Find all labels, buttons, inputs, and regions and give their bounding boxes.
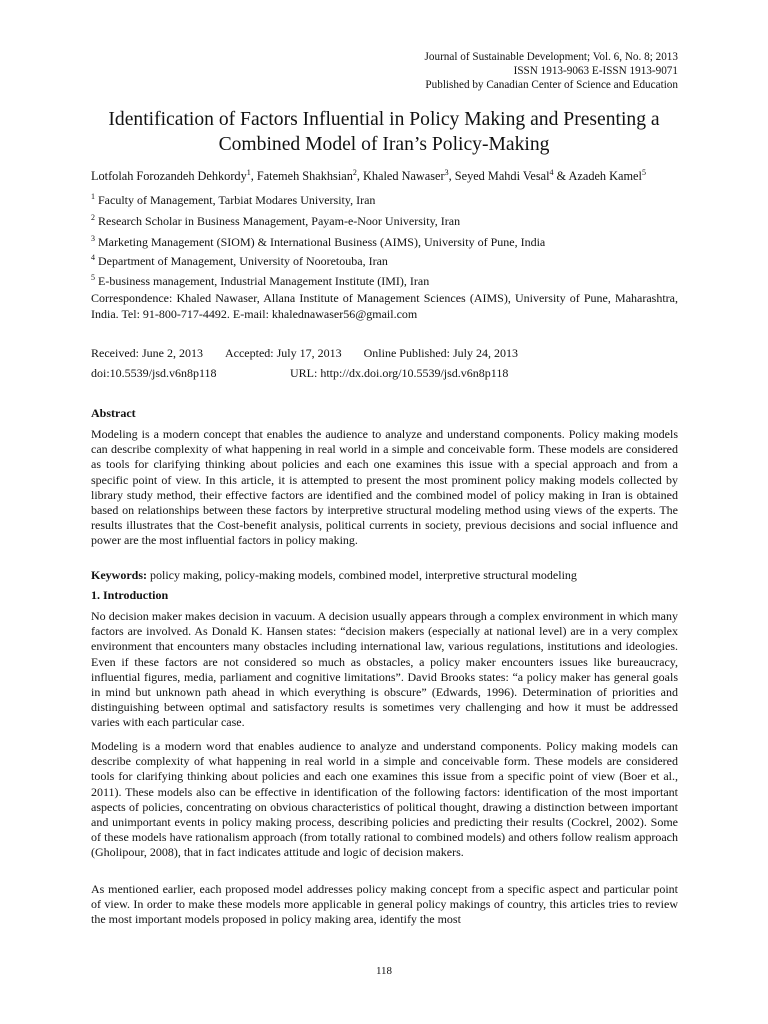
affiliation [91, 270, 678, 289]
author-name: Azadeh Kamel [568, 169, 642, 184]
author-name: Khaled Nawaser [363, 169, 445, 184]
introduction-heading: 1. Introduction [91, 588, 169, 602]
affiliation-number: 3 [91, 234, 95, 243]
journal-info: Journal of Sustainable Development; Vol. 6, No. 8; 2013 [424, 51, 678, 63]
keywords-label: Keywords: [91, 568, 147, 582]
abstract-heading: Abstract [91, 406, 136, 420]
abstract-text: Modeling is a modern concept that enables the audience to analyze and understand components. Policy making models can describe complexity of what happening in real world in a simple and conceivable form. These models are considered as tools for clarifying thinking about policies and each one examines this issue with a special approach and from a specific point of view. In this article, it is attempted to present the most prominent policy making models collected by library study method, their effective factors are identified and the combined model of policy making in Iran is obtained based on relationships between these factors by interpretive structural modeling method using views of the experts. The results illustrates that the Cost-benefit analysis, political currents in society, previous decisions and social influence and power are the most influential factors in policy making. [91, 427, 678, 548]
page-number: 118 [375, 965, 393, 977]
received-date: Received: June 2, 2013 [91, 346, 203, 360]
affiliation [91, 231, 678, 250]
correspondence: Correspondence: Khaled Nawaser, Allana Institute of Management Sciences (AIMS), University of Pune, Maharashtra, India. Tel: 91-800-717-4492. E-mail: khalednawaser56@gmail.com [91, 291, 678, 321]
author-affiliation-mark: 1 [246, 168, 251, 177]
doi: doi:10.5539/jsd.v6n8p118 [91, 366, 217, 380]
affiliation [91, 250, 678, 269]
publisher-info: Published by Canadian Center of Science and Education [425, 79, 678, 91]
author-separator: , [250, 169, 257, 184]
author-name: Fatemeh Shakhsian [256, 169, 353, 184]
author-affiliation-mark: 3 [444, 168, 449, 177]
author-name: Seyed Mahdi Vesal [454, 169, 550, 184]
issn-info: ISSN 1913-9063 E-ISSN 1913-9071 [513, 65, 678, 77]
author-separator: , [448, 169, 455, 184]
author-affiliation-mark: 5 [641, 168, 646, 177]
author-affiliation-mark: 4 [549, 168, 554, 177]
introduction-paragraph-1: No decision maker makes decision in vacuum. A decision usually appears through a complex environment in which many factors are involved. As Donald K. Hansen states: “decision makers (especially at national level) are in a very complex environment that encounters many obstacles including international law, various regulations, institutions and ideologies. Even if these factors are not considered so much as obstacles, a policy maker encounters issues like bureaucracy, influential figures, media, parliament and cognitive limitations”. David Brooks states: “a policy maker has general goals in mind but unknown path ahead in which everything is obscure” (Edwards, 1996). Determination of priorities and distinguishing between optimal and satisfactory results is sometimes very challenging and how it must be addressed varies with each particular case. [91, 609, 678, 730]
author-list [91, 168, 678, 184]
published-date: Online Published: July 24, 2013 [363, 346, 518, 360]
article-dates [91, 346, 678, 361]
affiliation [91, 210, 678, 229]
affiliation-text: Marketing Management (SIOM) & International Business (AIMS), University of Pune, India [95, 235, 546, 249]
affiliation-number: 4 [91, 253, 95, 262]
accepted-date: Accepted: July 17, 2013 [224, 346, 342, 360]
keywords [91, 568, 678, 583]
paper-title [70, 107, 698, 157]
journal-header [425, 50, 678, 92]
affiliation-text: Research Scholar in Business Management, Payam-e-Noor University, Iran [95, 214, 461, 228]
author-name: Lotfolah Forozandeh Dehkordy [91, 169, 247, 184]
author-separator: & [553, 169, 569, 184]
author-affiliation-mark: 2 [352, 168, 357, 177]
article-url[interactable]: URL: http://dx.doi.org/10.5539/jsd.v6n8p118 [290, 366, 509, 380]
affiliation-number: 2 [91, 213, 95, 222]
affiliation-number: 5 [91, 273, 95, 282]
affiliation-number: 1 [91, 192, 95, 201]
author-separator: , [356, 169, 363, 184]
doi-line [91, 366, 678, 381]
title-line-1: Identification of Factors Influential in Policy Making and Presenting a [108, 109, 660, 130]
title-line-2: Combined Model of Iran’s Policy-Making [218, 134, 550, 155]
introduction-paragraph-2: Modeling is a modern word that enables audience to analyze and understand components. Policy making models can describe complexity of what happening in real world in a simple and conceivable form. These models are considered tools for clarifying thinking about policies and each one examines this issue from a specific point of view (Boer et al., 2011). These models also can be effective in identification of the following factors: identification of the most important aspects of policies, concentrating on obvious characteristics of political thought, drawing a distinction between important and unimportant events in policy making process, describing policies and predicting their results (Cockrel, 2002). Some of these models have rationalism approach (from totally rational to combined models) and others follow realism approach (Gholipour, 2008), that in fact indicates attitude and logic of decision makers. [91, 739, 678, 860]
introduction-paragraph-3: As mentioned earlier, each proposed model addresses policy making concept from a specific aspect and particular point of view. In order to make these models more applicable in general policy makings of country, this articles tries to review the most important models proposed in policy making area, identify the most [91, 882, 678, 927]
affiliation-text: Department of Management, University of Nooretouba, Iran [95, 254, 388, 268]
affiliation-text: E-business management, Industrial Management Institute (IMI), Iran [95, 274, 430, 288]
affiliation [91, 189, 678, 208]
keywords-text: policy making, policy-making models, combined model, interpretive structural modeling [147, 568, 577, 582]
affiliation-text: Faculty of Management, Tarbiat Modares University, Iran [95, 193, 376, 207]
